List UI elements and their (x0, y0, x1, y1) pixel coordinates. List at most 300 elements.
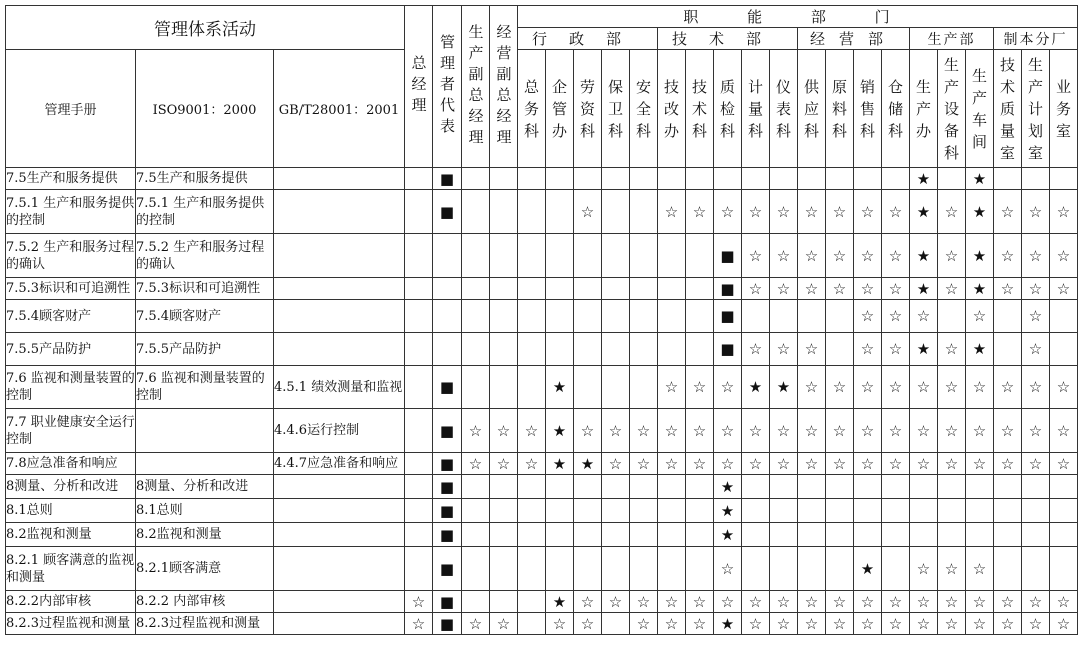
responsibility-mark: ☆ (742, 613, 770, 635)
responsibility-mark: ☆ (994, 409, 1022, 453)
sub-department-header: 生 产 计 划 室 (1022, 50, 1050, 168)
clause-manual: 7.5.3标识和可追溯性 (6, 278, 136, 300)
table-row (6, 591, 1078, 613)
responsibility-mark (546, 499, 574, 523)
responsibility-mark: ★ (910, 190, 938, 234)
clause-manual: 8.2.1 顾客满意的监视和测量 (6, 547, 136, 591)
responsibility-mark (770, 300, 798, 333)
responsibility-mark: ☆ (882, 613, 910, 635)
clause-iso: 7.5.3标识和可追溯性 (136, 278, 274, 300)
responsibility-mark: ☆ (630, 409, 658, 453)
responsibility-mark (490, 499, 518, 523)
responsibility-mark (518, 613, 546, 635)
responsibility-mark (686, 278, 714, 300)
responsibility-mark (910, 523, 938, 547)
responsibility-mark (882, 547, 910, 591)
sub-department-header: 技 改 办 (658, 50, 686, 168)
responsibility-mark (966, 475, 994, 499)
responsibility-mark (462, 234, 490, 278)
responsibility-mark (826, 475, 854, 499)
responsibility-mark (490, 278, 518, 300)
responsibility-mark: ☆ (938, 453, 966, 475)
responsibility-mark: ■ (714, 234, 742, 278)
responsibility-mark (938, 523, 966, 547)
responsibility-mark (490, 475, 518, 499)
responsibility-mark: ☆ (798, 613, 826, 635)
responsibility-mark (742, 168, 770, 190)
responsibility-mark (490, 234, 518, 278)
clause-iso: 7.5.2 生产和服务过程的确认 (136, 234, 274, 278)
responsibility-mark (826, 333, 854, 366)
responsibility-mark: ☆ (770, 453, 798, 475)
responsibility-mark: ☆ (1050, 234, 1078, 278)
responsibility-mark: ☆ (882, 366, 910, 409)
clause-gbt: 4.4.7应急准备和响应 (274, 453, 405, 475)
responsibility-mark (770, 499, 798, 523)
responsibility-mark (405, 475, 433, 499)
responsibility-mark (518, 523, 546, 547)
responsibility-mark (938, 168, 966, 190)
responsibility-mark: ☆ (938, 613, 966, 635)
responsibility-mark: ☆ (882, 278, 910, 300)
responsibility-mark: ☆ (966, 409, 994, 453)
responsibility-mark: ■ (714, 278, 742, 300)
header-manual: 管理手册 (6, 50, 136, 168)
responsibility-mark: ☆ (966, 547, 994, 591)
responsibility-mark: ■ (433, 613, 462, 635)
responsibility-mark: ☆ (742, 409, 770, 453)
responsibility-mark: ☆ (798, 591, 826, 613)
table-row (6, 453, 1078, 475)
responsibility-mark (938, 499, 966, 523)
clause-gbt (274, 234, 405, 278)
responsibility-mark: ☆ (910, 300, 938, 333)
responsibility-mark: ☆ (910, 453, 938, 475)
table-row (6, 300, 1078, 333)
responsibility-mark: ☆ (574, 591, 602, 613)
responsibility-mark: ☆ (770, 190, 798, 234)
responsibility-mark: ☆ (686, 366, 714, 409)
responsibility-mark (405, 168, 433, 190)
responsibility-mark (686, 333, 714, 366)
responsibility-mark: ☆ (630, 613, 658, 635)
responsibility-mark: ☆ (742, 234, 770, 278)
responsibility-mark: ☆ (686, 591, 714, 613)
responsibility-mark: ☆ (798, 366, 826, 409)
responsibility-mark (490, 168, 518, 190)
responsibility-mark (546, 168, 574, 190)
responsibility-mark (742, 523, 770, 547)
responsibility-mark: ★ (770, 366, 798, 409)
clause-gbt: 4.4.6运行控制 (274, 409, 405, 453)
responsibility-mark (798, 300, 826, 333)
clause-gbt (274, 278, 405, 300)
responsibility-mark: ★ (546, 453, 574, 475)
responsibility-mark (405, 190, 433, 234)
responsibility-mark (405, 333, 433, 366)
clause-manual: 7.8应急准备和响应 (6, 453, 136, 475)
clause-iso: 7.6 监视和测量装置的控制 (136, 366, 274, 409)
table-row (6, 613, 1078, 635)
responsibility-mark (994, 300, 1022, 333)
responsibility-mark: ■ (433, 366, 462, 409)
responsibility-mark: ☆ (742, 591, 770, 613)
responsibility-mark: ★ (966, 234, 994, 278)
responsibility-mark (770, 168, 798, 190)
responsibility-mark: ☆ (826, 591, 854, 613)
responsibility-mark: ☆ (994, 453, 1022, 475)
responsibility-mark: ☆ (910, 613, 938, 635)
responsibility-mark (405, 453, 433, 475)
clause-manual: 8.1总则 (6, 499, 136, 523)
responsibility-mark: ☆ (462, 409, 490, 453)
responsibility-mark (658, 168, 686, 190)
responsibility-mark (994, 168, 1022, 190)
dept-group-header: 经营部 (798, 28, 910, 50)
responsibility-mark (686, 300, 714, 333)
clause-gbt (274, 499, 405, 523)
responsibility-mark: ☆ (826, 234, 854, 278)
clause-iso: 7.5.5产品防护 (136, 333, 274, 366)
responsibility-mark: ☆ (854, 409, 882, 453)
responsibility-mark: ☆ (574, 190, 602, 234)
responsibility-mark: ★ (574, 453, 602, 475)
responsibility-mark (574, 278, 602, 300)
clause-iso: 8.2监视和测量 (136, 523, 274, 547)
responsibility-mark (658, 300, 686, 333)
responsibility-mark (994, 547, 1022, 591)
clause-iso: 8.2.3过程监视和测量 (136, 613, 274, 635)
clause-manual: 8.2.3过程监视和测量 (6, 613, 136, 635)
responsibility-mark (1022, 168, 1050, 190)
responsibility-mark (658, 278, 686, 300)
responsibility-mark: ■ (433, 547, 462, 591)
table-row (6, 547, 1078, 591)
responsibility-mark (405, 278, 433, 300)
responsibility-mark (658, 475, 686, 499)
responsibility-mark (658, 523, 686, 547)
responsibility-mark: ☆ (1022, 409, 1050, 453)
responsibility-mark (518, 591, 546, 613)
responsibility-mark (686, 168, 714, 190)
responsibility-mark: ☆ (1022, 333, 1050, 366)
responsibility-mark: ☆ (910, 547, 938, 591)
clause-gbt (274, 168, 405, 190)
responsibility-mark: ☆ (405, 591, 433, 613)
responsibility-mark: ☆ (686, 190, 714, 234)
responsibility-mark (490, 333, 518, 366)
responsibility-mark (518, 333, 546, 366)
responsibility-mark (630, 278, 658, 300)
responsibility-mark: ★ (966, 333, 994, 366)
responsibility-mark (433, 300, 462, 333)
responsibility-mark (658, 333, 686, 366)
responsibility-mark (686, 234, 714, 278)
responsibility-mark (882, 168, 910, 190)
responsibility-mark: ☆ (770, 234, 798, 278)
responsibility-mark (405, 234, 433, 278)
clause-iso (136, 453, 274, 475)
responsibility-mark: ★ (854, 547, 882, 591)
clause-manual: 7.5生产和服务提供 (6, 168, 136, 190)
responsibility-mark (462, 168, 490, 190)
responsibility-mark (686, 475, 714, 499)
responsibility-mark (798, 499, 826, 523)
responsibility-mark: ☆ (714, 190, 742, 234)
responsibility-mark (518, 190, 546, 234)
responsibility-mark: ☆ (602, 591, 630, 613)
responsibility-mark (686, 499, 714, 523)
responsibility-mark: ☆ (854, 613, 882, 635)
responsibility-mark: ☆ (658, 409, 686, 453)
responsibility-mark: ☆ (994, 278, 1022, 300)
responsibility-mark (798, 547, 826, 591)
sub-department-header: 仓 储 科 (882, 50, 910, 168)
responsibility-mark: ☆ (854, 453, 882, 475)
responsibility-mark: ☆ (714, 453, 742, 475)
responsibility-mark (546, 300, 574, 333)
responsibility-mark (826, 547, 854, 591)
responsibility-mark (798, 475, 826, 499)
responsibility-mark (658, 547, 686, 591)
sub-department-header: 业 务 室 (1050, 50, 1078, 168)
responsibility-mark: ☆ (686, 613, 714, 635)
responsibility-mark (658, 499, 686, 523)
responsibility-mark (518, 168, 546, 190)
responsibility-mark (602, 300, 630, 333)
responsibility-mark (938, 300, 966, 333)
responsibility-mark: ☆ (518, 409, 546, 453)
responsibility-mark (405, 409, 433, 453)
responsibility-mark (518, 234, 546, 278)
responsibility-mark (546, 547, 574, 591)
responsibility-mark (490, 190, 518, 234)
table-row (6, 333, 1078, 366)
responsibility-mark: ☆ (490, 453, 518, 475)
responsibility-mark: ☆ (938, 409, 966, 453)
responsibility-mark: ☆ (882, 190, 910, 234)
clause-iso: 8测量、分析和改进 (136, 475, 274, 499)
responsibility-mark (854, 523, 882, 547)
table-row (6, 278, 1078, 300)
responsibility-mark: ☆ (490, 409, 518, 453)
responsibility-mark (574, 168, 602, 190)
responsibility-mark: ☆ (910, 591, 938, 613)
responsibility-mark (882, 475, 910, 499)
responsibility-mark: ☆ (770, 409, 798, 453)
responsibility-mark (574, 547, 602, 591)
responsibility-mark: ☆ (854, 234, 882, 278)
responsibility-mark: ★ (714, 499, 742, 523)
responsibility-mark: ■ (714, 333, 742, 366)
responsibility-mark: ☆ (798, 453, 826, 475)
responsibility-mark: ☆ (742, 278, 770, 300)
table-row (6, 366, 1078, 409)
responsibility-mark (826, 300, 854, 333)
responsibility-mark (770, 475, 798, 499)
sub-department-header: 劳 资 科 (574, 50, 602, 168)
responsibility-mark (686, 523, 714, 547)
clause-gbt: 4.5.1 绩效测量和监视 (274, 366, 405, 409)
responsibility-mark (1050, 300, 1078, 333)
responsibility-mark (405, 499, 433, 523)
responsibility-mark (770, 547, 798, 591)
responsibility-mark (490, 300, 518, 333)
responsibility-mark (546, 475, 574, 499)
responsibility-mark: ☆ (630, 591, 658, 613)
responsibility-mark: ☆ (854, 333, 882, 366)
responsibility-mark: ■ (433, 453, 462, 475)
responsibility-mark (742, 499, 770, 523)
responsibility-mark: ☆ (882, 333, 910, 366)
responsibility-mark (602, 547, 630, 591)
responsibility-mark (602, 366, 630, 409)
responsibility-mark: ☆ (742, 190, 770, 234)
responsibility-mark: ☆ (798, 333, 826, 366)
responsibility-mark: ☆ (966, 300, 994, 333)
responsibility-mark: ☆ (798, 278, 826, 300)
responsibility-mark (1050, 499, 1078, 523)
responsibility-mark (462, 366, 490, 409)
clause-manual: 8.2监视和测量 (6, 523, 136, 547)
responsibility-mark (994, 475, 1022, 499)
responsibility-mark: ☆ (462, 453, 490, 475)
responsibility-mark (602, 475, 630, 499)
table-row (6, 409, 1078, 453)
responsibility-mark (574, 300, 602, 333)
table-body (6, 168, 1078, 635)
responsibility-mark: ☆ (1050, 591, 1078, 613)
sub-department-header: 仪 表 科 (770, 50, 798, 168)
responsibility-mark (630, 475, 658, 499)
responsibility-matrix (5, 5, 1078, 635)
responsibility-mark: ☆ (1022, 453, 1050, 475)
dept-group-header: 生产部 (910, 28, 994, 50)
responsibility-mark: ☆ (546, 613, 574, 635)
responsibility-mark (574, 475, 602, 499)
responsibility-mark (630, 499, 658, 523)
table-row (6, 190, 1078, 234)
responsibility-mark (462, 278, 490, 300)
responsibility-mark: ☆ (602, 409, 630, 453)
responsibility-mark (405, 547, 433, 591)
responsibility-mark (518, 366, 546, 409)
responsibility-mark (630, 300, 658, 333)
clause-gbt (274, 190, 405, 234)
responsibility-mark: ★ (714, 475, 742, 499)
responsibility-mark: ☆ (714, 409, 742, 453)
responsibility-mark (433, 234, 462, 278)
clause-iso: 7.5.4顾客财产 (136, 300, 274, 333)
sub-department-header: 销 售 科 (854, 50, 882, 168)
responsibility-mark (574, 499, 602, 523)
clause-iso: 8.2.1顾客满意 (136, 547, 274, 591)
responsibility-mark: ☆ (1050, 366, 1078, 409)
responsibility-mark: ■ (433, 190, 462, 234)
responsibility-mark (630, 366, 658, 409)
responsibility-mark: ☆ (770, 591, 798, 613)
clause-gbt (274, 547, 405, 591)
responsibility-mark: ☆ (882, 409, 910, 453)
responsibility-mark: ☆ (994, 190, 1022, 234)
responsibility-mark (490, 366, 518, 409)
table-header (6, 6, 1078, 168)
responsibility-mark (798, 168, 826, 190)
responsibility-mark: ☆ (882, 300, 910, 333)
clause-manual: 7.5.1 生产和服务提供的控制 (6, 190, 136, 234)
responsibility-mark: ☆ (826, 366, 854, 409)
responsibility-mark: ★ (714, 613, 742, 635)
responsibility-mark: ☆ (938, 190, 966, 234)
responsibility-mark: ☆ (966, 591, 994, 613)
responsibility-mark: ☆ (854, 366, 882, 409)
responsibility-mark: ☆ (1050, 190, 1078, 234)
responsibility-mark (658, 234, 686, 278)
responsibility-mark (994, 523, 1022, 547)
responsibility-mark: ☆ (994, 366, 1022, 409)
responsibility-mark: ☆ (882, 591, 910, 613)
responsibility-mark (630, 523, 658, 547)
responsibility-mark: ☆ (938, 278, 966, 300)
responsibility-mark: ■ (433, 409, 462, 453)
responsibility-mark (882, 523, 910, 547)
responsibility-mark (602, 190, 630, 234)
responsibility-mark: ☆ (854, 591, 882, 613)
responsibility-mark: ☆ (686, 453, 714, 475)
clause-manual: 7.7 职业健康安全运行控制 (6, 409, 136, 453)
dept-group-header: 行政部 (518, 28, 658, 50)
responsibility-mark (1050, 547, 1078, 591)
responsibility-mark (1022, 499, 1050, 523)
responsibility-mark: ☆ (1022, 234, 1050, 278)
responsibility-mark: ☆ (770, 613, 798, 635)
responsibility-mark (546, 278, 574, 300)
responsibility-mark: ☆ (910, 366, 938, 409)
responsibility-mark (966, 523, 994, 547)
responsibility-mark (405, 523, 433, 547)
responsibility-mark: ☆ (490, 613, 518, 635)
responsibility-mark (1050, 333, 1078, 366)
sub-department-header: 总 务 科 (518, 50, 546, 168)
clause-gbt (274, 591, 405, 613)
responsibility-mark: ☆ (770, 278, 798, 300)
responsibility-mark (518, 499, 546, 523)
responsibility-mark (546, 523, 574, 547)
sub-department-header: 生 产 办 (910, 50, 938, 168)
responsibility-mark: ★ (742, 366, 770, 409)
responsibility-mark: ★ (910, 234, 938, 278)
responsibility-mark (826, 523, 854, 547)
responsibility-mark: ☆ (882, 453, 910, 475)
responsibility-mark (630, 190, 658, 234)
responsibility-mark: ☆ (798, 190, 826, 234)
responsibility-mark: ☆ (602, 453, 630, 475)
responsibility-mark: ☆ (1022, 278, 1050, 300)
table-row (6, 475, 1078, 499)
responsibility-mark (742, 300, 770, 333)
table-row (6, 234, 1078, 278)
responsibility-mark: ☆ (630, 453, 658, 475)
clause-manual: 7.6 监视和测量装置的控制 (6, 366, 136, 409)
responsibility-mark (490, 591, 518, 613)
responsibility-mark (826, 499, 854, 523)
responsibility-mark (854, 475, 882, 499)
responsibility-mark (1050, 475, 1078, 499)
activity-title: 管理体系活动 (6, 6, 405, 50)
responsibility-mark: ☆ (966, 453, 994, 475)
responsibility-mark (994, 499, 1022, 523)
clause-gbt (274, 333, 405, 366)
